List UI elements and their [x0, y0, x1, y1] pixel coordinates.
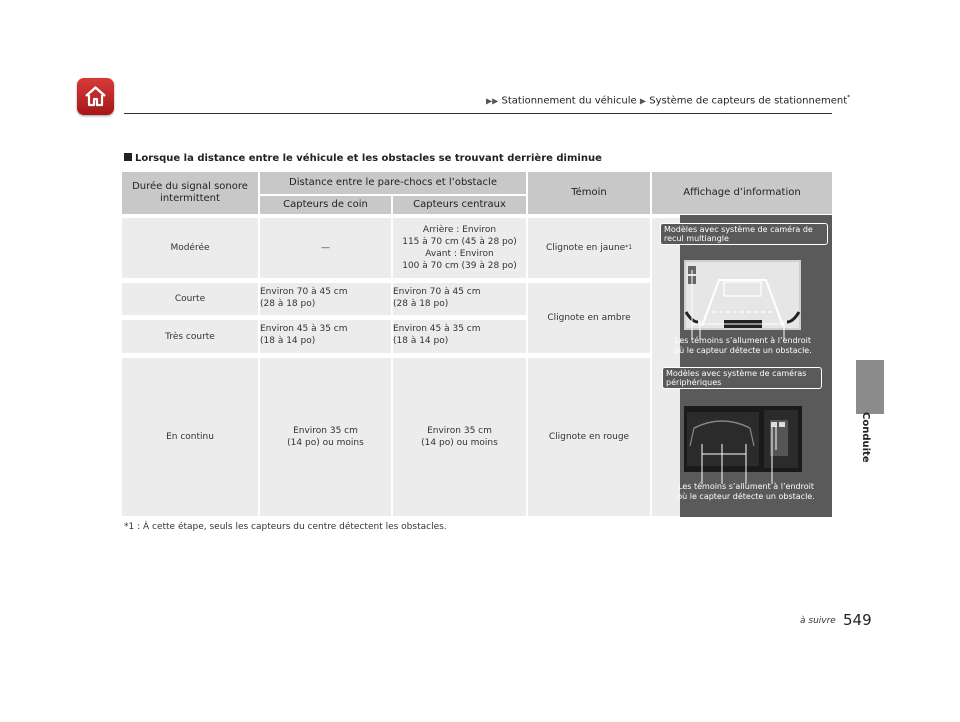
- row-moderate-corner: —: [260, 218, 391, 278]
- header-indicator: Témoin: [528, 172, 650, 214]
- breadcrumb-arrow-icon: ▶▶: [486, 96, 499, 106]
- header-distance: Distance entre le pare-chocs et l’obstacle: [260, 172, 526, 194]
- home-button[interactable]: [77, 78, 114, 115]
- header-display: Affichage d’information: [652, 172, 832, 214]
- page-number: 549: [843, 611, 872, 629]
- home-icon: [83, 84, 108, 109]
- chapter-tab-label: Conduite: [860, 412, 871, 463]
- tag-multiangle-camera: Modèles avec système de caméra de recul multiangle: [660, 223, 828, 245]
- breadcrumb-link-sensors[interactable]: Système de capteurs de stationnement: [649, 95, 848, 107]
- row-continuous-center: Environ 35 cm (14 po) ou moins: [393, 358, 526, 516]
- header-duration: Durée du signal sonore intermittent: [122, 172, 258, 214]
- row-continuous-duration: En continu: [122, 358, 258, 516]
- caption-surround: Les témoins s’allument à l’endroit où le capteur détecte un obstacle.: [677, 482, 815, 501]
- row-short-center: Environ 70 à 45 cm (28 à 18 po): [393, 283, 526, 315]
- footnote: *1 : À cette étape, seuls les capteurs du centre détectent les obstacles.: [124, 522, 447, 532]
- row-very-short-duration: Très courte: [122, 320, 258, 353]
- row-moderate-center: Arrière : Environ 115 à 70 cm (45 à 28 po) Avant : Environ 100 à 70 cm (39 à 28 po): [393, 218, 526, 278]
- indicator-pointer-lines: [684, 260, 801, 340]
- row-short-corner: Environ 70 à 45 cm (28 à 18 po): [260, 283, 391, 315]
- tag-surround-camera: Modèles avec système de caméras périphériques: [662, 367, 822, 389]
- breadcrumb: [486, 94, 850, 106]
- continue-label: à suivre: [800, 616, 836, 626]
- row-very-short-center: Environ 45 à 35 cm (18 à 14 po): [393, 320, 526, 353]
- row-moderate-indicator: Clignote en jaune *1: [528, 218, 650, 278]
- breadcrumb-star: *: [847, 94, 851, 101]
- chapter-tab[interactable]: [856, 360, 884, 414]
- bullet-square-icon: [124, 153, 132, 161]
- row-moderate-duration: Modérée: [122, 218, 258, 278]
- section-title: Lorsque la distance entre le véhicule et les obstacles se trouvant derrière diminue: [124, 153, 602, 164]
- header-corner-sensors: Capteurs de coin: [260, 196, 391, 214]
- row-very-short-corner: Environ 45 à 35 cm (18 à 14 po): [260, 320, 391, 353]
- row-short-duration: Courte: [122, 283, 258, 315]
- breadcrumb-link-parking[interactable]: Stationnement du véhicule: [501, 95, 637, 107]
- row-continuous-corner: Environ 35 cm (14 po) ou moins: [260, 358, 391, 516]
- indicator-pointer-lines-2: [684, 420, 802, 484]
- header-center-sensors: Capteurs centraux: [393, 196, 526, 214]
- indicator-amber: Clignote en ambre: [528, 283, 650, 353]
- row-continuous-indicator: Clignote en rouge: [528, 358, 650, 516]
- caption-multiangle: Les témoins s’allument à l’endroit où le capteur détecte un obstacle.: [674, 336, 812, 355]
- header-rule: [124, 113, 832, 114]
- breadcrumb-arrow-icon: ▶: [639, 96, 647, 106]
